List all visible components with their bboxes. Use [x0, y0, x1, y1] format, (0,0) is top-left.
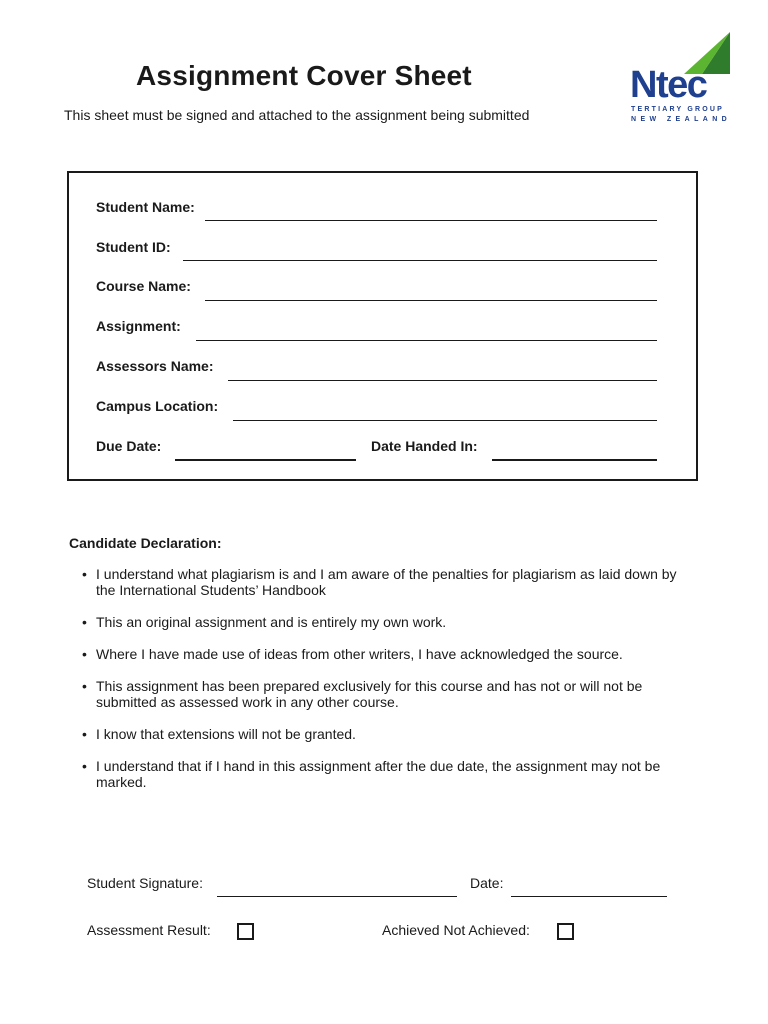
bullet-icon: • — [82, 566, 87, 582]
logo-tagline: TERTIARY GROUP — [631, 106, 725, 113]
bullet-icon: • — [82, 758, 87, 774]
declaration-text: I know that extensions will not be granted. — [96, 726, 356, 742]
declaration-text: Where I have made use of ideas from other writers, I have acknowledged the source. — [96, 646, 623, 662]
declaration-text: This an original assignment and is entirely my own work. — [96, 614, 447, 630]
list-item — [78, 614, 678, 630]
page-subtitle: This sheet must be signed and attached to the assignment being submitted — [64, 107, 530, 123]
logo-wordmark: Ntec — [630, 64, 707, 106]
date-handed-in-label: Date Handed In: — [371, 438, 478, 454]
declaration-text: I understand that if I hand in this assignment after the due date, the assignment may not be marked. — [96, 758, 661, 790]
student-signature-label: Student Signature: — [87, 875, 203, 891]
page-title: Assignment Cover Sheet — [136, 60, 472, 91]
date-handed-in-field[interactable] — [492, 459, 657, 461]
course-name-label: Course Name: — [96, 278, 191, 294]
bullet-icon: • — [82, 678, 87, 694]
signature-date-label: Date: — [470, 875, 504, 891]
declaration-text: This assignment has been prepared exclusively for this course and has not or will not be submitted as assessed work in any other course. — [96, 678, 643, 710]
bullet-icon: • — [82, 726, 87, 742]
assessment-result-label: Assessment Result: — [87, 922, 211, 938]
student-signature-field[interactable] — [217, 896, 457, 897]
achieved-not-achieved-label: Achieved Not Achieved: — [382, 922, 530, 938]
logo-country: NEW ZEALAND — [631, 116, 732, 123]
assessment-result-checkbox[interactable] — [237, 923, 254, 940]
assignment-label: Assignment: — [96, 318, 181, 334]
student-name-field[interactable] — [205, 220, 657, 221]
student-id-field[interactable] — [183, 260, 657, 261]
ntec-logo — [628, 30, 734, 126]
declaration-list — [78, 566, 678, 806]
assessors-name-label: Assessors Name: — [96, 358, 214, 374]
student-id-label: Student ID: — [96, 239, 171, 255]
declaration-heading: Candidate Declaration: — [69, 535, 222, 551]
list-item — [78, 726, 678, 742]
assessors-name-field[interactable] — [228, 380, 657, 381]
bullet-icon: • — [82, 614, 87, 630]
achieved-not-achieved-checkbox[interactable] — [557, 923, 574, 940]
declaration-text: I understand what plagiarism is and I am aware of the penalties for plagiarism as laid down by the International Students’ Handbook — [96, 566, 677, 598]
signature-date-field[interactable] — [511, 896, 667, 897]
student-name-label: Student Name: — [96, 199, 195, 215]
list-item — [78, 646, 678, 662]
list-item — [78, 566, 678, 598]
campus-location-label: Campus Location: — [96, 398, 219, 414]
list-item — [78, 758, 678, 790]
campus-location-field[interactable] — [233, 420, 657, 421]
list-item — [78, 678, 678, 710]
due-date-field[interactable] — [175, 459, 356, 461]
due-date-label: Due Date: — [96, 438, 162, 454]
course-name-field[interactable] — [205, 300, 657, 301]
bullet-icon: • — [82, 646, 87, 662]
assignment-field[interactable] — [196, 340, 657, 341]
